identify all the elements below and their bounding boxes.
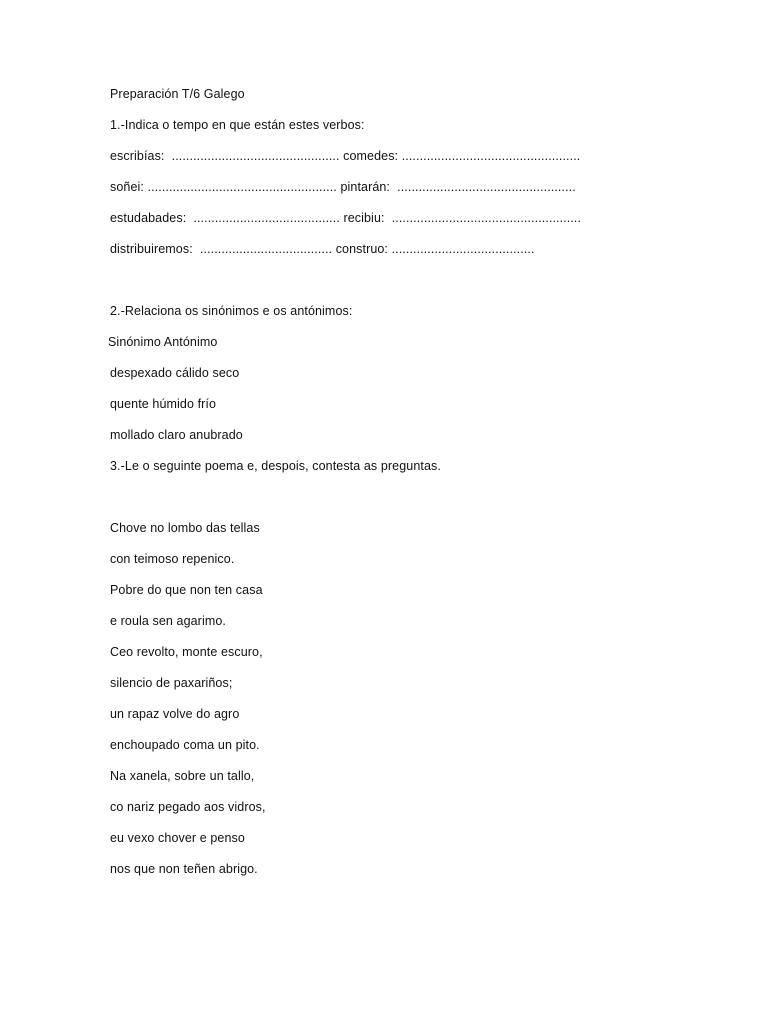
section2-heading: 2.-Relaciona os sinónimos e os antónimos: xyxy=(110,304,353,318)
verb-row: soñei: ..................................................... pintarán: .................................................. xyxy=(110,180,576,194)
poem-line: eu vexo chover e penso xyxy=(110,831,245,845)
poem-line: nos que non teñen abrigo. xyxy=(110,862,258,876)
poem-line: e roula sen agarimo. xyxy=(110,614,226,628)
verb-row: estudabades: ......................................... recibiu: ..................................................... xyxy=(110,211,582,225)
synonym-row: mollado claro anubrado xyxy=(110,428,243,442)
poem-line: co nariz pegado aos vidros, xyxy=(110,800,266,814)
poem-line: Chove no lombo das tellas xyxy=(110,521,260,535)
poem-line: enchoupado coma un pito. xyxy=(110,738,260,752)
poem-line: Pobre do que non ten casa xyxy=(110,583,263,597)
section1-heading: 1.-Indica o tempo en que están estes verbos: xyxy=(110,118,365,132)
document-title: Preparación T/6 Galego xyxy=(110,87,245,101)
poem-line: un rapaz volve do agro xyxy=(110,707,240,721)
poem-line: Na xanela, sobre un tallo, xyxy=(110,769,255,783)
synonym-row: despexado cálido seco xyxy=(110,366,240,380)
poem-line: silencio de paxariños; xyxy=(110,676,233,690)
section3-heading: 3.-Le o seguinte poema e, despois, contesta as preguntas. xyxy=(110,459,441,473)
poem-line: Ceo revolto, monte escuro, xyxy=(110,645,263,659)
synonym-header-row: Sinónimo Antónimo xyxy=(108,335,218,349)
verb-row: distribuiremos: ..................................... construo: ........................................ xyxy=(110,242,535,256)
poem-line: con teimoso repenico. xyxy=(110,552,235,566)
verb-row: escribías: ............................................... comedes: .................................................. xyxy=(110,149,581,163)
synonym-row: quente húmido frío xyxy=(110,397,217,411)
